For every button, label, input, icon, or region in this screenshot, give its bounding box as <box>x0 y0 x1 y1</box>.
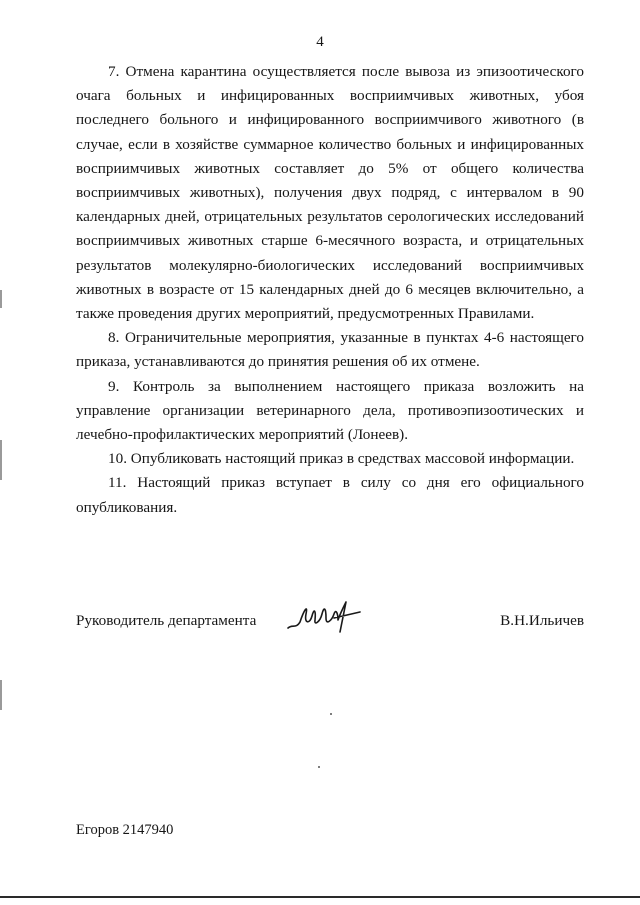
scan-edge-mark <box>0 440 2 480</box>
scan-bottom-edge <box>0 896 640 898</box>
paragraph-8-restrictive-measures: 8. Ограничительные мероприятия, указанные в пунктах 4-6 настоящего приказа, устанавливаются до принятия решения об их отмене. <box>76 329 584 371</box>
paragraph-10-publication: 10. Опубликовать настоящий приказ в средствах массовой информации. <box>108 450 575 468</box>
scan-speck <box>318 766 320 768</box>
scan-edge-mark <box>0 680 2 710</box>
signatory-position: Руководитель департамента <box>76 612 257 629</box>
signature-block <box>76 606 584 646</box>
page-number: 4 <box>316 34 324 50</box>
paragraph-7-quarantine-lifting: 7. Отмена карантина осуществляется после вывоза из эпизоотического очага больных и инфицированных восприимчивых животных, убоя последнего больного и инфицированного восприимчивого животного (в случае, если в хозяйстве суммарное количество больных и инфицированных восприимчивых животных составляет до 5% от общего количества восприимчивых животных), получения двух подряд, с интервалом в 90 календарных дней, отрицательных результатов серологических исследований восприимчивых животных старше 6-месячного возраста, и отрицательных результатов молекулярно-биологических исследований восприимчивых животных в возрасте от 15 календарных дней до 6 месяцев включительно, а также проведения других мероприятий, предусмотренных Правилами. <box>76 63 584 323</box>
paragraph-9-control: 9. Контроль за выполнением настоящего приказа возложить на управление организации ветеринарного дела, противоэпизоотических и лечебно-профилактических мероприятий (Лонеев). <box>76 377 584 444</box>
scan-edge-mark <box>0 290 2 308</box>
handwritten-signature <box>282 598 372 638</box>
paragraph-11-entry-into-force: 11. Настоящий приказ вступает в силу со дня его официального опубликования. <box>76 474 584 516</box>
order-body <box>76 60 584 520</box>
signatory-name: В.Н.Ильичев <box>500 612 584 629</box>
scan-speck <box>330 713 332 715</box>
executor-contact: Егоров 2147940 <box>76 822 174 838</box>
